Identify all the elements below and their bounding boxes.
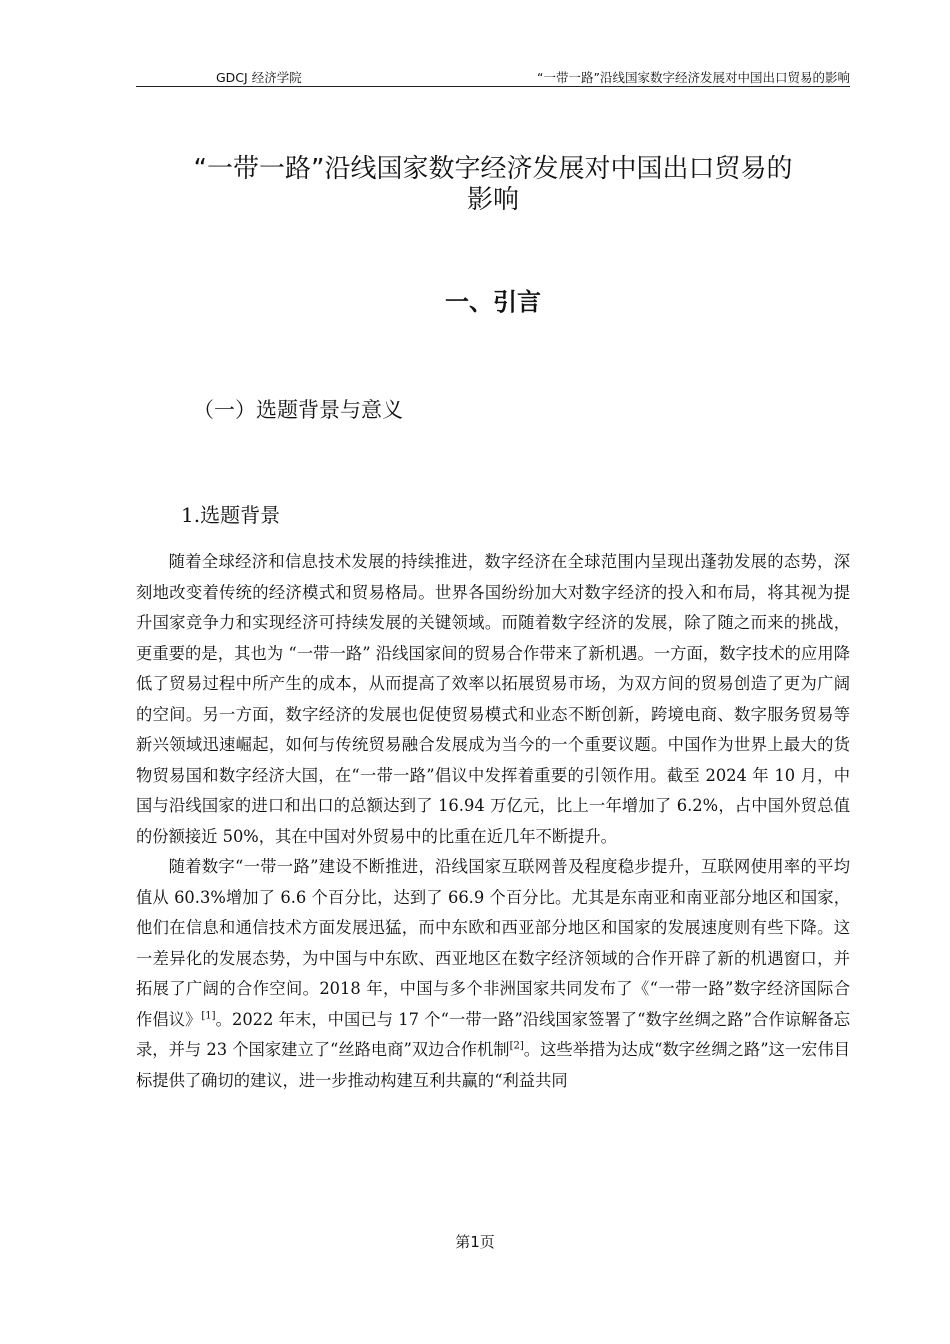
- citation-2[interactable]: [2]: [509, 1040, 524, 1052]
- paragraph-2-part-a: 随着数字“一带一路”建设不断推进，沿线国家互联网普及程度稳步提升，互联网使用率的平均值从 60.3%增加了 6.6 个百分比，达到了 66.9 个百分比。尤其是东南亚和南亚部分地区和国家，他们在信息和通信技术方面发展迅猛，而中东欧和西亚部分地区和国家的发展速度则有些下降。这一差异化的发展态势，为中国与中东欧、西亚地区在数字经济领域的合作开辟了新的机遇窗口，并拓展了广阔的合作空间。2018 年，中国与多个非洲国家共同发布了《“一带一路”数字经济国际合作倡议》: [136, 857, 850, 1029]
- body-text: [136, 547, 850, 1096]
- page-header: [136, 66, 850, 87]
- section-heading-introduction: 一、引言: [445, 288, 541, 316]
- title-line-2: 影响: [466, 185, 519, 215]
- document-title: [136, 154, 850, 216]
- subsection-heading-background-significance: （一）选题背景与意义: [193, 398, 403, 422]
- paragraph-1: 随着全球经济和信息技术发展的持续推进，数字经济在全球范围内呈现出蓬勃发展的态势，深刻地改变着传统的经济模式和贸易格局。世界各国纷纷加大对数字经济的投入和布局，将其视为提升国家竞争力和实现经济可持续发展的关键领域。而随着数字经济的发展，除了随之而来的挑战，更重要的是，其也为 “一带一路” 沿线国家间的贸易合作带来了新机遇。一方面，数字技术的应用降低了贸易过程中所产生的成本，从而提高了效率以拓展贸易市场，为双方间的贸易创造了更为广阔的空间。另一方面，数字经济的发展也促使贸易模式和业态不断创新，跨境电商、数字服务贸易等新兴领域迅速崛起，如何与传统贸易融合发展成为当今的一个重要议题。中国作为世界上最大的货物贸易国和数字经济大国，在“一带一路”倡议中发挥着重要的引领作用。截至 2024 年 10 月，中国与沿线国家的进口和出口的总额达到了 16.94 万亿元，比上一年增加了 6.2%，占中国外贸总值的份额接近 50%，其在中国对外贸易中的比重在近几年不断提升。: [136, 552, 850, 846]
- citation-1[interactable]: [1]: [201, 1010, 216, 1022]
- page-number: 第1页: [455, 1233, 495, 1251]
- title-line-1: “一带一路”沿线国家数字经济发展对中国出口贸易的: [193, 154, 793, 184]
- paragraph-2-part-c: 。这些举措为达成“数字丝绸之路”这一宏伟目标提供了确切的建议，进一步推动构建互利共赢的“利益共同: [136, 1040, 851, 1090]
- subsubsection-heading-background: 1.选题背景: [181, 503, 281, 527]
- paragraph-2-part-b: 。2022 年末，中国已与 17 个“一带一路”沿线国家签署了“数字丝绸之路”合作谅解备忘录，并与 23 个国家建立了“丝路电商”双边合作机制: [136, 1009, 850, 1059]
- header-institution: GDCJ 经济学院: [216, 70, 302, 85]
- paragraph-2: [136, 852, 850, 1096]
- header-running-title: “一带一路”沿线国家数字经济发展对中国出口贸易的影响: [537, 70, 850, 85]
